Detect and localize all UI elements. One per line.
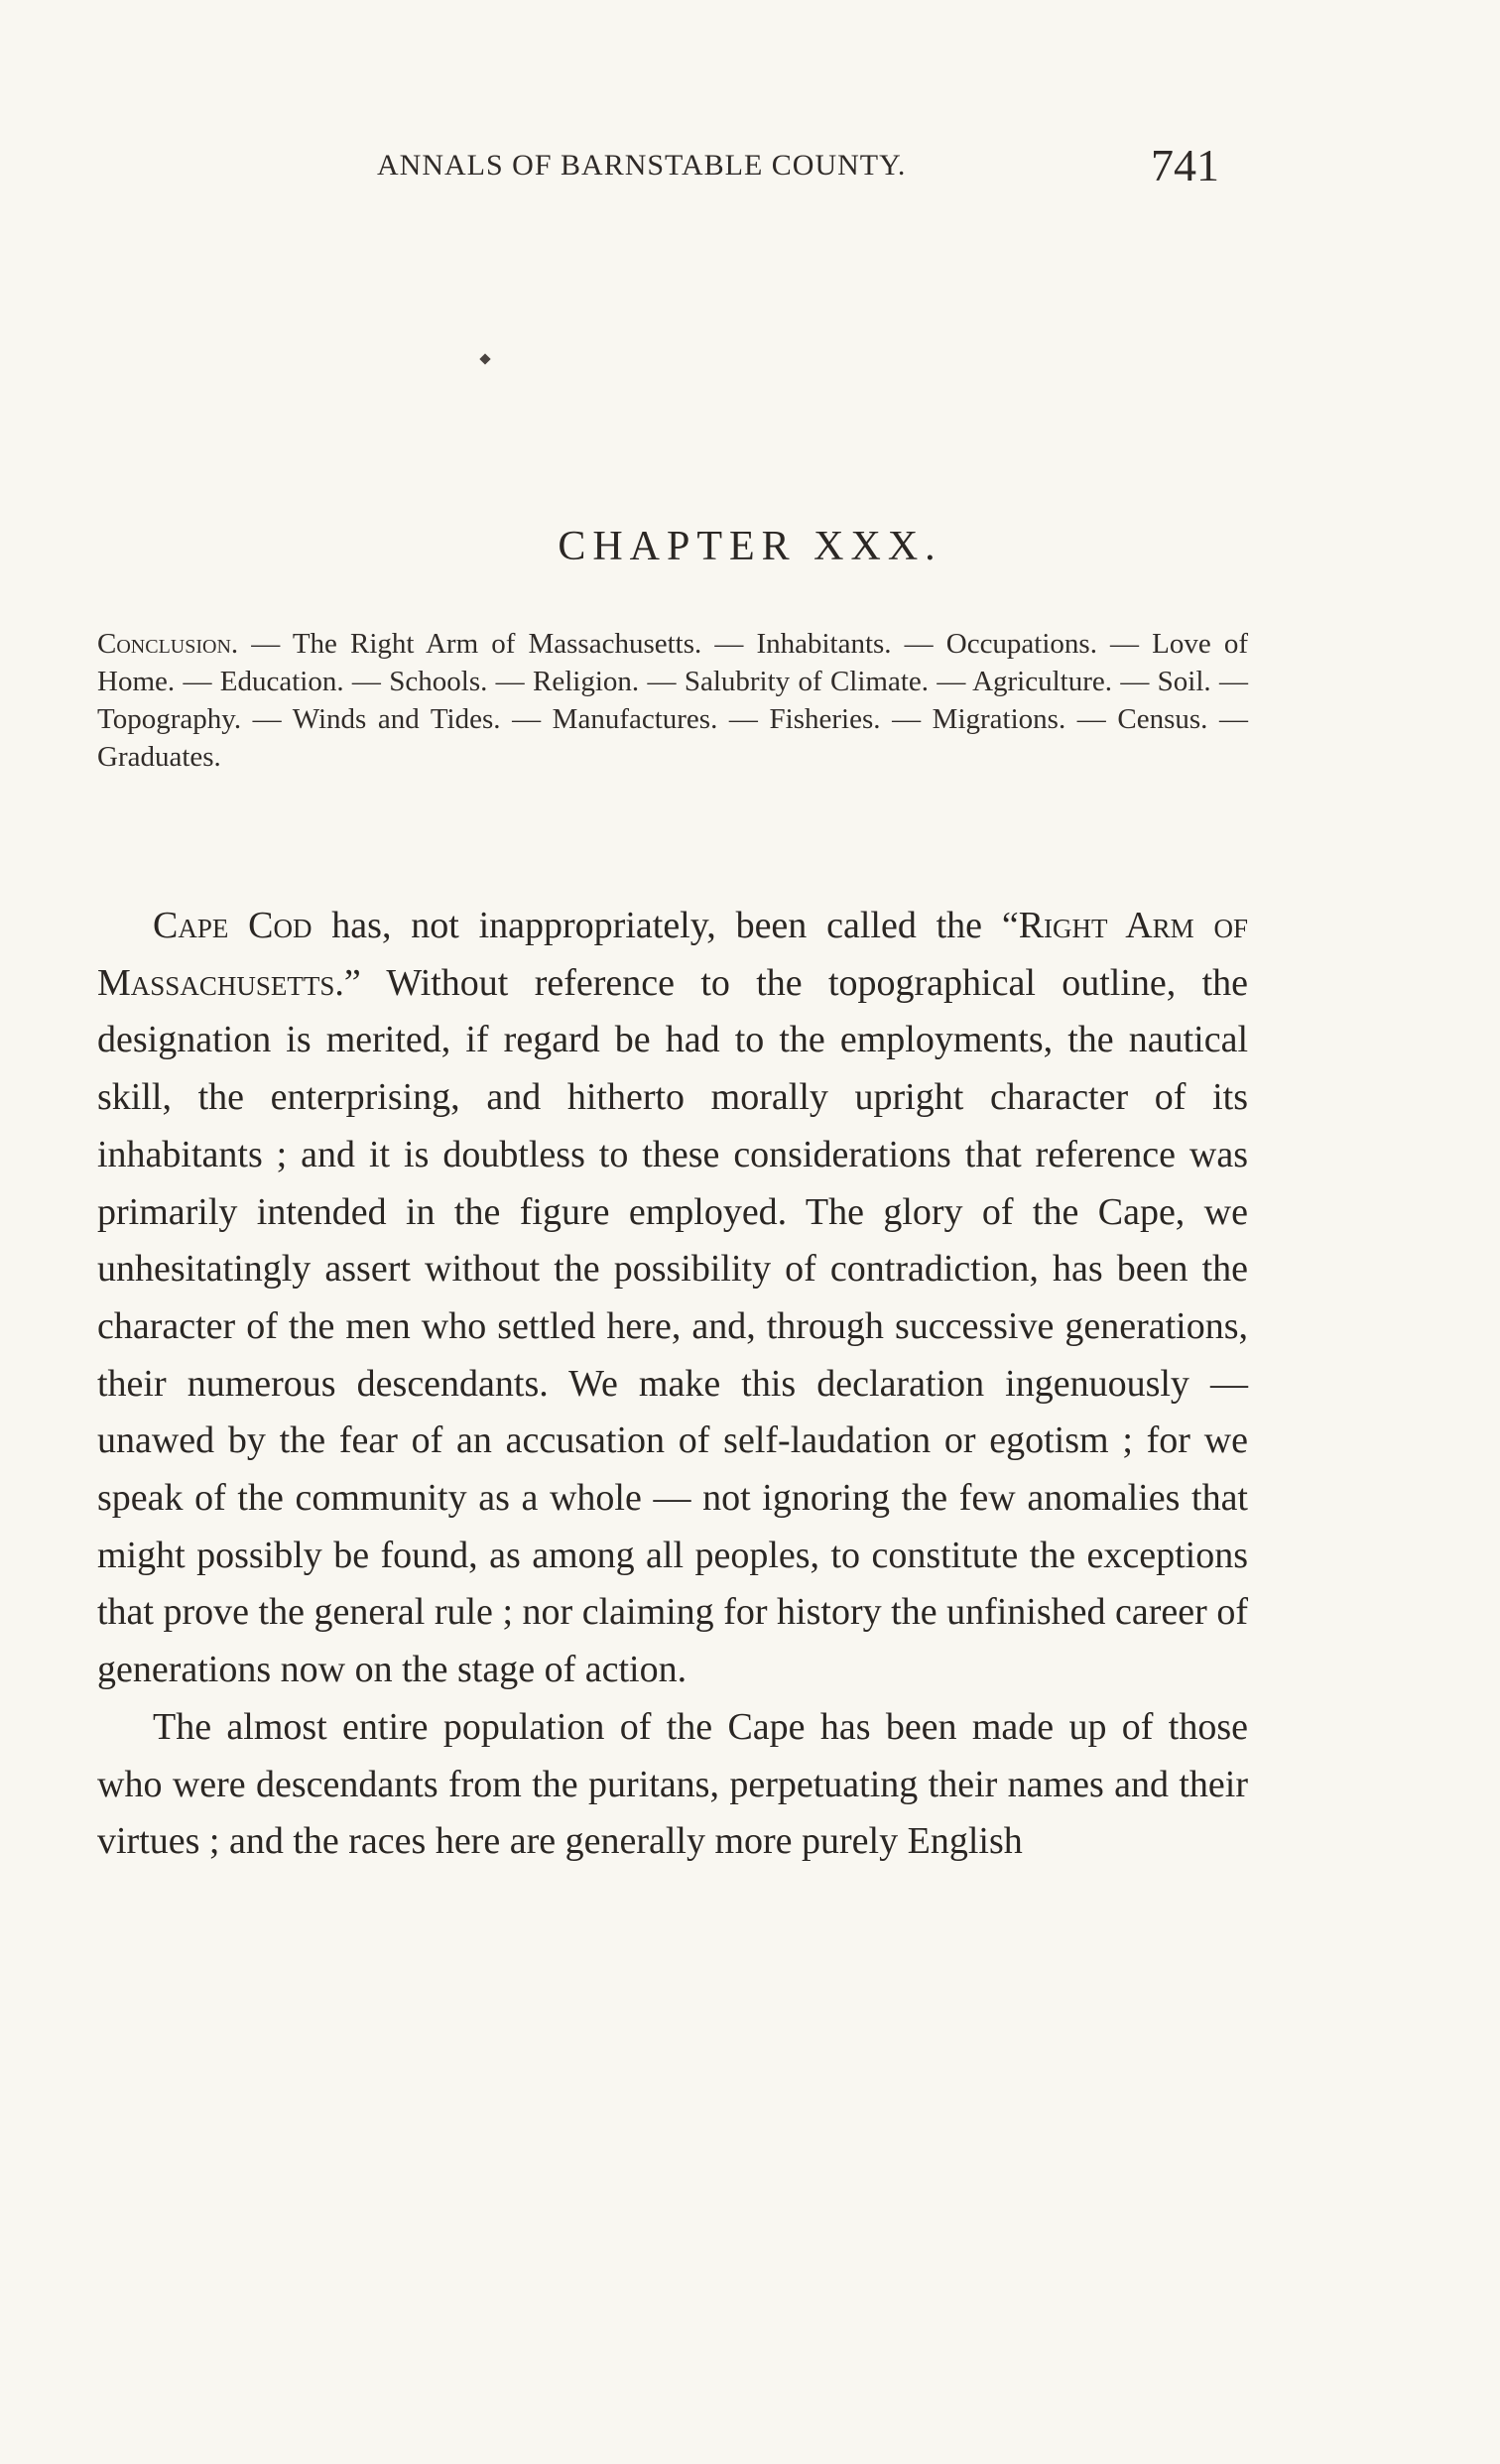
paragraph-1-part-a: has, not inappropriately, been called the “: [312, 905, 1019, 946]
chapter-title: CHAPTER XXX.: [558, 524, 942, 569]
paragraph-2: The almost entire population of the Cape has been made up of those who were descendants from the puritans, perpetuating their names and their virtues ; and the races here are generally more purely English: [97, 1705, 1248, 1863]
paragraph-1: [97, 898, 1248, 1699]
page-number: 741: [1151, 140, 1219, 190]
synopsis-text: — The Right Arm of Massachusetts. — Inhabitants. — Occupations. — Love of Home. — Education. — Schools. — Religion. — Salubrity of Climate. — Agriculture. — Soil. — Topography. — Winds and Tides. — Manufactures. — Fisheries. — Migrations. — Census. — Graduates.: [97, 628, 1248, 773]
opening-words: Cape Cod: [153, 905, 312, 946]
running-head: ANNALS OF BARNSTABLE COUNTY.: [377, 149, 907, 182]
synopsis-lead: Conclusion.: [97, 628, 239, 660]
quoted-phrase: Right Arm of Massachusetts: [97, 905, 1248, 1004]
ornament-mark: [479, 353, 490, 364]
paragraph-1-part-b: .” Without reference to the topographical outline, the designation is merited, if regard be had to the employments, the nautical skill, the enterprising, and hitherto morally upright character of its inhabitants ; and it is doubtless to these considerations that reference was primarily intended in the figure employed. The glory of the Cape, we unhesitatingly assert without the possibility of contradiction, has been the character of the men who settled here, and, through successive generations, their numerous descendants. We make this declaration ingenuously — unawed by the fear of an accusation of self-laudation or egotism ; for we speak of the community as a whole — not ignoring the few anomalies that might possibly be found, as among all peoples, to constitute the exceptions that prove the general rule ; nor claiming for history the unfinished career of generations now on the stage of action.: [97, 961, 1248, 1691]
body-text: [97, 898, 1248, 1871]
chapter-synopsis: [97, 625, 1248, 776]
